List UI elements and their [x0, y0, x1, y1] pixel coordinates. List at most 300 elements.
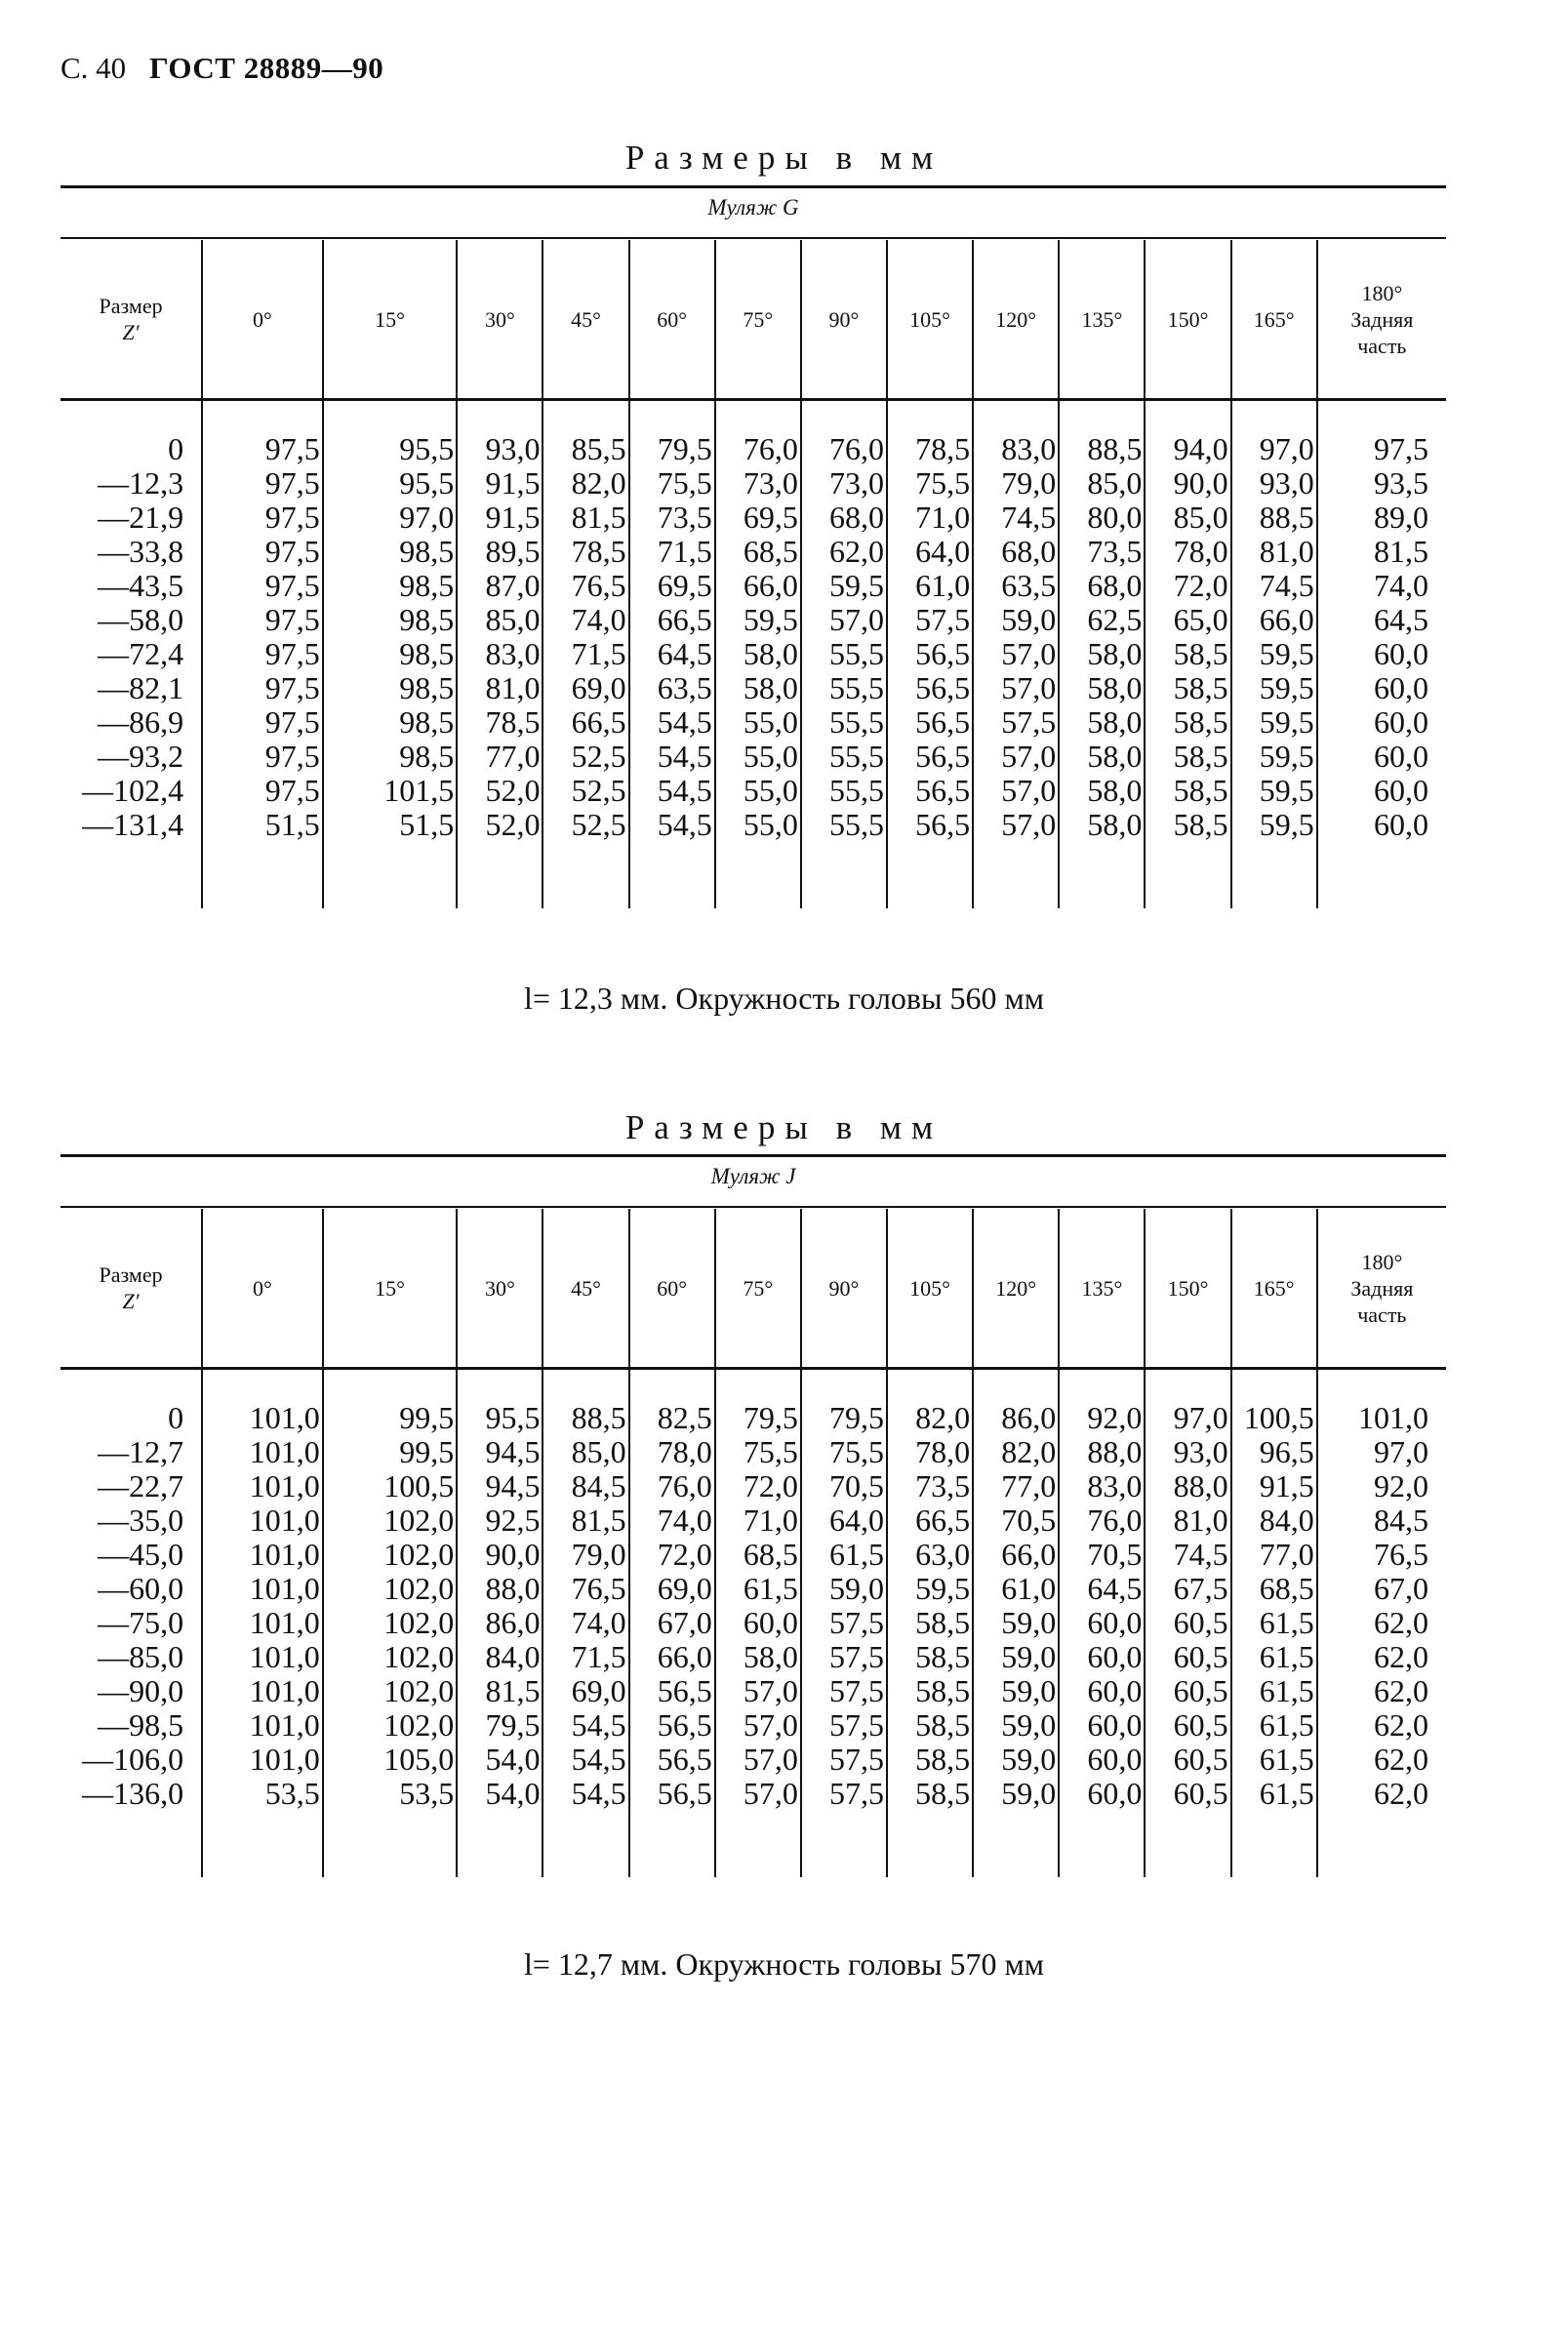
data-column — [457, 1369, 543, 1878]
table-cell: 59,5 — [915, 1571, 971, 1606]
table-cell: 85,0 — [1087, 465, 1143, 501]
column-header: 0° — [202, 240, 323, 400]
table-cell: 78,0 — [657, 1434, 712, 1469]
table-cell: 67,0 — [657, 1605, 712, 1640]
table-cell: 58,5 — [1173, 704, 1228, 740]
z-value: —102,4 — [82, 773, 184, 808]
table-cell: 102,0 — [383, 1639, 455, 1674]
table-cell: 64,5 — [1374, 602, 1428, 637]
column-header: 165° — [1231, 1209, 1317, 1369]
column-header-line: часть — [1357, 1302, 1407, 1327]
table-g-caption: Размеры в мм — [624, 139, 944, 177]
table-cell: 82,0 — [915, 1400, 971, 1435]
table-cell: 60,5 — [1173, 1639, 1228, 1674]
table-cell: 84,5 — [1374, 1503, 1428, 1538]
table-cell: 101,0 — [249, 1673, 320, 1708]
table-cell: 97,0 — [399, 500, 455, 535]
table-cell: 88,0 — [1173, 1468, 1228, 1503]
table-cell: 60,0 — [1374, 670, 1428, 705]
table-cell: 59,5 — [1259, 636, 1314, 671]
table-cell: 55,5 — [829, 807, 884, 842]
data-column — [629, 1369, 715, 1878]
table-cell: 69,0 — [657, 1571, 712, 1606]
table-cell: 58,5 — [1173, 773, 1228, 808]
table-cell: 85,5 — [571, 431, 626, 466]
column-header: 105° — [887, 240, 973, 400]
table-cell: 56,5 — [657, 1776, 712, 1811]
z-value: 0 — [168, 1400, 184, 1435]
row-header-line: Z′ — [122, 1289, 140, 1313]
table-cell: 52,5 — [571, 807, 626, 842]
table-cell: 57,0 — [743, 1742, 798, 1777]
column-header: 60° — [629, 240, 715, 400]
data-column — [973, 400, 1059, 909]
table-cell: 60,5 — [1173, 1776, 1228, 1811]
table-cell: 97,5 — [264, 431, 320, 466]
table-cell: 97,0 — [1374, 1434, 1428, 1469]
table-cell: 59,5 — [1259, 773, 1314, 808]
table-cell: 58,0 — [1087, 807, 1143, 842]
column-header: 0° — [202, 1209, 323, 1369]
table-cell: 79,5 — [829, 1400, 884, 1435]
table-cell: 64,0 — [829, 1503, 884, 1538]
table-cell: 74,5 — [1259, 568, 1314, 603]
table-cell: 74,5 — [1173, 1537, 1228, 1572]
column-header: 105° — [887, 1209, 973, 1369]
table-cell: 58,5 — [915, 1605, 971, 1640]
table-cell: 55,0 — [743, 773, 798, 808]
row-header-line: Размер — [99, 294, 163, 318]
table-cell: 55,5 — [829, 670, 884, 705]
table-j-block — [60, 1154, 1446, 1925]
data-column — [1145, 1369, 1230, 1878]
table-cell: 59,0 — [1001, 1605, 1057, 1640]
table-cell: 97,5 — [264, 773, 320, 808]
data-column — [1059, 1369, 1145, 1878]
table-g — [60, 240, 1446, 908]
z-value: —82,1 — [98, 670, 184, 705]
table-cell: 88,5 — [1087, 431, 1143, 466]
table-cell: 93,5 — [1374, 465, 1428, 501]
table-cell: 64,0 — [915, 534, 971, 569]
column-header: 30° — [457, 1209, 543, 1369]
table-cell: 97,0 — [1173, 1400, 1228, 1435]
table-cell: 98,5 — [399, 602, 455, 637]
table-cell: 77,0 — [485, 739, 541, 774]
table-cell: 82,0 — [1001, 1434, 1057, 1469]
table-cell: 84,0 — [485, 1639, 541, 1674]
table-cell: 66,0 — [1001, 1537, 1057, 1572]
z-value: —136,0 — [82, 1776, 184, 1811]
column-header: 15° — [323, 1209, 458, 1369]
table-cell: 85,0 — [485, 602, 541, 637]
table-cell: 69,5 — [657, 568, 712, 603]
table-cell: 79,5 — [657, 431, 712, 466]
z-value: —22,7 — [98, 1468, 184, 1503]
table-cell: 59,5 — [743, 602, 798, 637]
table-cell: 59,0 — [1001, 1673, 1057, 1708]
table-cell: 56,5 — [657, 1707, 712, 1743]
table-cell: 68,5 — [743, 1537, 798, 1572]
table-cell: 91,5 — [1259, 1468, 1314, 1503]
table-cell: 79,5 — [743, 1400, 798, 1435]
table-cell: 102,0 — [383, 1673, 455, 1708]
table-cell: 74,0 — [571, 602, 626, 637]
table-cell: 101,0 — [249, 1605, 320, 1640]
table-cell: 97,5 — [264, 602, 320, 637]
table-cell: 73,0 — [743, 465, 798, 501]
z-value: —33,8 — [98, 534, 184, 569]
row-header — [60, 240, 202, 400]
table-cell: 71,0 — [915, 500, 971, 535]
data-column — [1317, 400, 1446, 909]
table-cell: 60,5 — [1173, 1605, 1228, 1640]
table-cell: 58,5 — [1173, 636, 1228, 671]
table-cell: 66,0 — [743, 568, 798, 603]
table-cell: 61,5 — [1259, 1707, 1314, 1743]
table-cell: 59,0 — [1001, 602, 1057, 637]
z-value: —90,0 — [98, 1673, 184, 1708]
table-cell: 63,5 — [657, 670, 712, 705]
table-cell: 85,0 — [571, 1434, 626, 1469]
z-value: —35,0 — [98, 1503, 184, 1538]
table-cell: 58,0 — [1087, 704, 1143, 740]
table-cell: 62,0 — [1374, 1605, 1428, 1640]
table-cell: 55,5 — [829, 739, 884, 774]
table-cell: 94,5 — [485, 1434, 541, 1469]
table-cell: 101,0 — [249, 1468, 320, 1503]
column-header-line: часть — [1357, 333, 1407, 358]
table-cell: 88,0 — [485, 1571, 541, 1606]
model-rule — [60, 237, 1446, 239]
table-cell: 78,5 — [915, 431, 971, 466]
table-cell: 61,5 — [1259, 1742, 1314, 1777]
column-header: 150° — [1145, 1209, 1230, 1369]
data-column — [629, 400, 715, 909]
table-cell: 83,0 — [1087, 1468, 1143, 1503]
table-cell: 57,0 — [743, 1707, 798, 1743]
table-cell: 60,0 — [1087, 1707, 1143, 1743]
table-cell: 66,0 — [1259, 602, 1314, 637]
table-cell: 97,5 — [264, 636, 320, 671]
table-cell: 78,0 — [915, 1434, 971, 1469]
table-cell: 68,0 — [829, 500, 884, 535]
table-cell: 76,5 — [1374, 1537, 1428, 1572]
table-cell: 90,0 — [485, 1537, 541, 1572]
table-cell: 97,5 — [264, 534, 320, 569]
table-cell: 69,0 — [571, 670, 626, 705]
table-cell: 71,0 — [743, 1503, 798, 1538]
table-cell: 97,5 — [264, 739, 320, 774]
table-cell: 74,0 — [571, 1605, 626, 1640]
table-cell: 95,5 — [485, 1400, 541, 1435]
table-cell: 73,0 — [829, 465, 884, 501]
table-cell: 56,5 — [915, 670, 971, 705]
table-cell: 73,5 — [657, 500, 712, 535]
table-cell: 57,0 — [1001, 807, 1057, 842]
table-cell: 75,5 — [657, 465, 712, 501]
table-cell: 87,0 — [485, 568, 541, 603]
table-cell: 56,5 — [915, 739, 971, 774]
table-cell: 102,0 — [383, 1537, 455, 1572]
z-value: —45,0 — [98, 1537, 184, 1572]
table-cell: 61,5 — [1259, 1605, 1314, 1640]
column-header: 135° — [1059, 1209, 1145, 1369]
table-cell: 58,0 — [1087, 773, 1143, 808]
table-cell: 58,5 — [1173, 807, 1228, 842]
table-cell: 58,5 — [915, 1707, 971, 1743]
table-cell: 59,5 — [1259, 739, 1314, 774]
z-value: —60,0 — [98, 1571, 184, 1606]
column-header: 75° — [715, 240, 801, 400]
table-cell: 57,0 — [743, 1776, 798, 1811]
table-cell: 74,0 — [657, 1503, 712, 1538]
table-cell: 55,0 — [743, 807, 798, 842]
table-cell: 102,0 — [383, 1503, 455, 1538]
z-value: 0 — [168, 431, 184, 466]
table-cell: 101,0 — [1358, 1400, 1428, 1435]
table-cell: 56,5 — [915, 807, 971, 842]
column-header: 75° — [715, 1209, 801, 1369]
table-cell: 57,0 — [1001, 636, 1057, 671]
table-cell: 58,5 — [1173, 739, 1228, 774]
table-cell: 96,5 — [1259, 1434, 1314, 1469]
data-column — [323, 1369, 458, 1878]
table-cell: 54,5 — [571, 1707, 626, 1743]
table-cell: 66,0 — [657, 1639, 712, 1674]
table-cell: 59,0 — [1001, 1776, 1057, 1811]
table-cell: 94,5 — [485, 1468, 541, 1503]
table-cell: 60,5 — [1173, 1742, 1228, 1777]
table-cell: 55,0 — [743, 739, 798, 774]
table-cell: 102,0 — [383, 1707, 455, 1743]
table-cell: 70,5 — [1087, 1537, 1143, 1572]
table-cell: 68,0 — [1001, 534, 1057, 569]
table-cell: 75,5 — [915, 465, 971, 501]
table-cell: 81,0 — [485, 670, 541, 705]
table-cell: 61,0 — [915, 568, 971, 603]
table-cell: 58,5 — [1173, 670, 1228, 705]
table-cell: 57,5 — [1001, 704, 1057, 740]
z-column — [60, 400, 202, 909]
column-header-line: 180° — [1361, 1249, 1403, 1274]
column-header-last — [1317, 240, 1446, 400]
table-cell: 52,5 — [571, 773, 626, 808]
table-cell: 57,0 — [1001, 670, 1057, 705]
table-cell: 55,0 — [743, 704, 798, 740]
table-cell: 60,0 — [1374, 636, 1428, 671]
table-cell: 52,0 — [485, 807, 541, 842]
column-header: 120° — [973, 1209, 1059, 1369]
z-value: —106,0 — [82, 1742, 184, 1777]
table-cell: 57,5 — [829, 1707, 884, 1743]
z-value: —12,3 — [98, 465, 184, 501]
table-cell: 60,0 — [1087, 1776, 1143, 1811]
table-cell: 60,0 — [1374, 807, 1428, 842]
table-cell: 101,0 — [249, 1571, 320, 1606]
table-g-block — [60, 185, 1446, 956]
table-cell: 59,5 — [829, 568, 884, 603]
table-cell: 89,5 — [485, 534, 541, 569]
table-cell: 54,0 — [485, 1742, 541, 1777]
table-cell: 97,0 — [1259, 431, 1314, 466]
table-cell: 81,0 — [1173, 1503, 1228, 1538]
data-column — [1317, 1369, 1446, 1878]
table-cell: 54,5 — [657, 739, 712, 774]
standard-number: ГОСТ 28889—90 — [148, 51, 384, 85]
page-header — [60, 51, 383, 86]
table-cell: 59,5 — [1259, 807, 1314, 842]
column-header-last — [1317, 1209, 1446, 1369]
column-header-line: Задняя — [1350, 1275, 1414, 1301]
column-header: 120° — [973, 240, 1059, 400]
column-header: 150° — [1145, 240, 1230, 400]
table-cell: 61,5 — [1259, 1673, 1314, 1708]
table-cell: 97,5 — [1374, 431, 1428, 466]
table-cell: 58,0 — [1087, 636, 1143, 671]
data-column — [543, 1369, 628, 1878]
table-cell: 61,0 — [1001, 1571, 1057, 1606]
column-header: 165° — [1231, 240, 1317, 400]
z-value: —86,9 — [98, 704, 184, 740]
table-j-model-name: Муляж J — [710, 1164, 796, 1188]
table-cell: 102,0 — [383, 1605, 455, 1640]
table-cell: 57,5 — [829, 1673, 884, 1708]
table-cell: 76,0 — [1087, 1503, 1143, 1538]
table-cell: 78,5 — [571, 534, 626, 569]
column-header: 45° — [543, 240, 628, 400]
table-cell: 61,5 — [1259, 1776, 1314, 1811]
table-cell: 59,5 — [1259, 670, 1314, 705]
table-cell: 57,0 — [743, 1673, 798, 1708]
z-value: —98,5 — [98, 1707, 184, 1743]
body-row — [60, 1369, 1446, 1878]
table-cell: 88,5 — [1259, 500, 1314, 535]
table-cell: 86,0 — [485, 1605, 541, 1640]
table-cell: 65,0 — [1173, 602, 1228, 637]
table-cell: 73,5 — [1087, 534, 1143, 569]
top-rule — [60, 185, 1446, 188]
table-cell: 92,5 — [485, 1503, 541, 1538]
table-cell: 54,5 — [571, 1742, 626, 1777]
data-column — [973, 1369, 1059, 1878]
table-cell: 66,5 — [915, 1503, 971, 1538]
z-value: —93,2 — [98, 739, 184, 774]
table-cell: 88,0 — [1087, 1434, 1143, 1469]
table-cell: 70,5 — [829, 1468, 884, 1503]
table-cell: 60,0 — [1087, 1639, 1143, 1674]
table-cell: 101,0 — [249, 1400, 320, 1435]
table-cell: 62,5 — [1087, 602, 1143, 637]
table-cell: 54,5 — [657, 704, 712, 740]
table-cell: 55,5 — [829, 636, 884, 671]
table-cell: 59,0 — [1001, 1742, 1057, 1777]
table-cell: 56,5 — [915, 773, 971, 808]
row-header — [60, 1209, 202, 1369]
table-cell: 81,0 — [1259, 534, 1314, 569]
column-header: 90° — [801, 1209, 887, 1369]
table-cell: 55,5 — [829, 773, 884, 808]
table-cell: 72,0 — [743, 1468, 798, 1503]
z-value: —21,9 — [98, 500, 184, 535]
table-cell: 60,5 — [1173, 1673, 1228, 1708]
table-cell: 105,0 — [383, 1742, 455, 1777]
table-cell: 55,5 — [829, 704, 884, 740]
table-cell: 57,0 — [1001, 739, 1057, 774]
table-cell: 52,0 — [485, 773, 541, 808]
table-cell: 93,0 — [485, 431, 541, 466]
table-cell: 68,5 — [1259, 1571, 1314, 1606]
table-cell: 54,5 — [657, 773, 712, 808]
table-cell: 64,5 — [1087, 1571, 1143, 1606]
top-rule — [60, 1154, 1446, 1157]
table-cell: 63,5 — [1001, 568, 1057, 603]
table-cell: 101,0 — [249, 1639, 320, 1674]
table-cell: 61,5 — [829, 1537, 884, 1572]
table-cell: 101,0 — [249, 1434, 320, 1469]
table-g-model-name: Муляж G — [707, 195, 799, 220]
table-cell: 98,5 — [399, 704, 455, 740]
table-cell: 67,0 — [1374, 1571, 1428, 1606]
table-j-caption: Размеры в мм — [624, 1108, 944, 1146]
table-cell: 84,5 — [571, 1468, 626, 1503]
table-cell: 58,0 — [743, 636, 798, 671]
table-cell: 52,5 — [571, 739, 626, 774]
table-j-footnote: l= 12,7 мм. Окружность головы 570 мм — [523, 1946, 1045, 1982]
table-cell: 98,5 — [399, 534, 455, 569]
table-cell: 59,0 — [1001, 1639, 1057, 1674]
data-column — [543, 400, 628, 909]
data-column — [1059, 400, 1145, 909]
table-cell: 57,5 — [829, 1776, 884, 1811]
column-header: 60° — [629, 1209, 715, 1369]
table-cell: 54,5 — [571, 1776, 626, 1811]
column-header-line: 180° — [1361, 280, 1403, 305]
column-header-line: Задняя — [1350, 306, 1414, 332]
table-cell: 76,5 — [571, 1571, 626, 1606]
page-number: С. 40 — [60, 51, 127, 85]
table-cell: 62,0 — [1374, 1742, 1428, 1777]
table-cell: 68,5 — [743, 534, 798, 569]
table-cell: 97,5 — [264, 670, 320, 705]
table-cell: 58,0 — [743, 670, 798, 705]
body-row — [60, 400, 1446, 909]
table-cell: 66,5 — [571, 704, 626, 740]
table-cell: 62,0 — [1374, 1673, 1428, 1708]
table-cell: 95,5 — [399, 431, 455, 466]
column-header: 30° — [457, 240, 543, 400]
table-cell: 81,5 — [571, 1503, 626, 1538]
table-cell: 98,5 — [399, 739, 455, 774]
table-cell: 81,5 — [1374, 534, 1428, 569]
z-value: —75,0 — [98, 1605, 184, 1640]
table-cell: 57,5 — [829, 1639, 884, 1674]
table-cell: 82,5 — [657, 1400, 712, 1435]
table-cell: 62,0 — [1374, 1639, 1428, 1674]
table-cell: 91,5 — [485, 465, 541, 501]
table-cell: 80,0 — [1087, 500, 1143, 535]
table-cell: 59,5 — [1259, 704, 1314, 740]
z-value: —85,0 — [98, 1639, 184, 1674]
table-cell: 70,5 — [1001, 1503, 1057, 1538]
data-column — [801, 1369, 887, 1878]
table-cell: 54,0 — [485, 1776, 541, 1811]
table-cell: 51,5 — [264, 807, 320, 842]
table-cell: 60,0 — [743, 1605, 798, 1640]
table-cell: 53,5 — [264, 1776, 320, 1811]
table-cell: 59,0 — [1001, 1707, 1057, 1743]
table-cell: 56,5 — [915, 636, 971, 671]
